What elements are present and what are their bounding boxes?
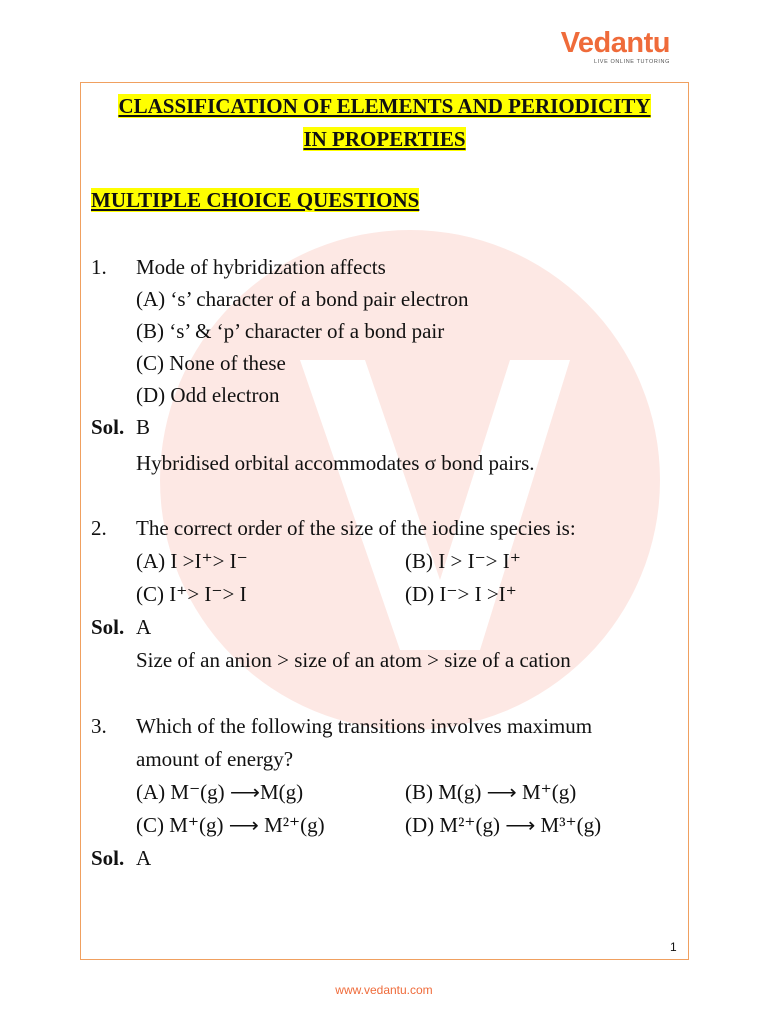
footer-link[interactable]: www.vedantu.com xyxy=(335,983,433,997)
section-heading-text: MULTIPLE CHOICE QUESTIONS xyxy=(91,188,420,212)
vedantu-logo xyxy=(561,28,670,65)
q1-answer: B xyxy=(136,415,151,439)
q2-number: 2. xyxy=(91,516,107,540)
q3-text-line-1: Which of the following transitions involves maximum xyxy=(136,714,593,738)
q2-text: The correct order of the size of the iodine species is: xyxy=(136,516,576,540)
q3-option-d: (D) M²⁺(g) ⟶ M³⁺(g) xyxy=(405,813,602,837)
q1-text: Mode of hybridization affects xyxy=(136,255,386,279)
q2-answer: A xyxy=(136,615,152,639)
q2-explanation: Size of an anion > size of an atom > size of a cation xyxy=(136,648,571,672)
section-heading xyxy=(91,188,419,213)
q3-sol-label: Sol. xyxy=(91,846,125,870)
q1-sol-label: Sol. xyxy=(91,415,125,439)
q2-option-d: (D) I⁻> I >I⁺ xyxy=(405,582,517,606)
page-number: 1 xyxy=(670,940,677,954)
q1-explanation: Hybridised orbital accommodates σ bond pairs. xyxy=(136,451,535,475)
q2-option-a: (A) I >I⁺> I⁻ xyxy=(136,549,248,573)
q3-option-b: (B) M(g) ⟶ M⁺(g) xyxy=(405,780,577,804)
page-title xyxy=(84,90,685,156)
q1-option-b: (B) ‘s’ & ‘p’ character of a bond pair xyxy=(136,319,445,343)
q2-option-c: (C) I⁺> I⁻> I xyxy=(136,582,247,606)
brand-name: Vedantu xyxy=(560,27,670,59)
title-line-2: IN PROPERTIES xyxy=(303,127,466,151)
q3-answer: A xyxy=(136,846,152,870)
q1-option-a: (A) ‘s’ character of a bond pair electron xyxy=(136,287,469,311)
q1-number: 1. xyxy=(91,255,107,279)
q3-option-c: (C) M⁺(g) ⟶ M²⁺(g) xyxy=(136,813,325,837)
q3-option-a: (A) M⁻(g) ⟶M(g) xyxy=(136,780,304,804)
q2-sol-label: Sol. xyxy=(91,615,125,639)
q2-option-b: (B) I > I⁻> I⁺ xyxy=(405,549,521,573)
title-line-1: CLASSIFICATION OF ELEMENTS AND PERIODICITY xyxy=(118,94,651,118)
brand-tagline: LIVE ONLINE TUTORING xyxy=(594,59,670,65)
q1-option-d: (D) Odd electron xyxy=(136,383,280,407)
q1-option-c: (C) None of these xyxy=(136,351,286,375)
q3-number: 3. xyxy=(91,714,107,738)
q3-text-line-2: amount of energy? xyxy=(136,747,294,771)
